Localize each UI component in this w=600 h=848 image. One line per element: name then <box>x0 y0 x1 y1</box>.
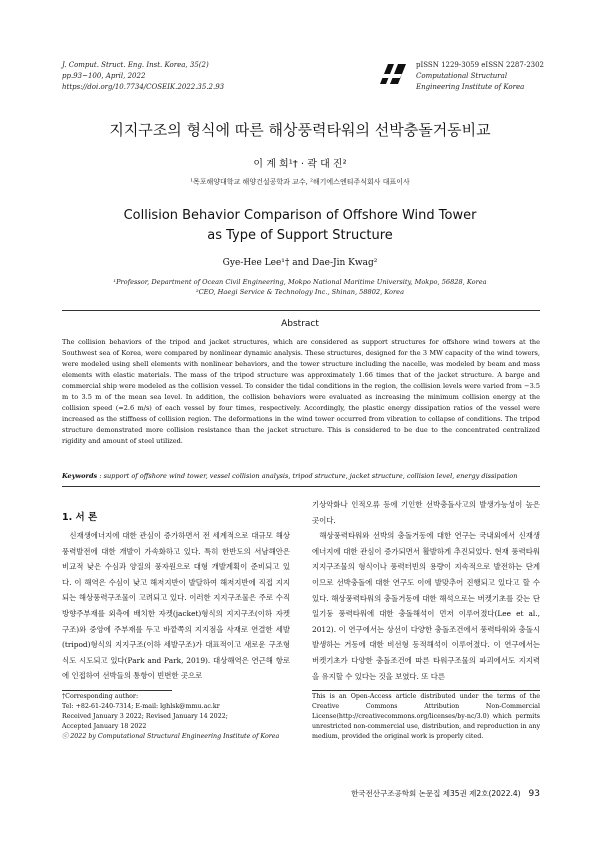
journal-name: 한국전산구조공학회 논문집 제35권 제2호(2022.4) <box>351 789 521 798</box>
citation-line: J. Comput. Struct. Eng. Inst. Korea, 35(2) <box>62 61 209 69</box>
page-footer <box>330 788 540 799</box>
right-column <box>312 497 540 684</box>
divider <box>62 310 540 311</box>
citation-line: pp.93~100, April, 2022 <box>62 72 146 80</box>
issn: pISSN 1229-3059 eISSN 2287-2302 <box>416 61 545 69</box>
footnote-line: †Corresponding author: <box>62 693 139 700</box>
divider <box>312 690 540 691</box>
authors-english: Gye-Hee Lee¹† and Dae-Jin Kwag² <box>222 258 378 268</box>
issn-block <box>416 60 544 93</box>
society-name: Engineering Institute of Korea <box>416 83 525 91</box>
title-korean: 지지구조의 형식에 따른 해상풍력타워의 선박충돌거동비교 <box>109 121 491 139</box>
society-logo-icon <box>378 62 408 86</box>
doi-link[interactable]: https://doi.org/10.7734/COSEIK.2022.35.2.93 <box>62 83 225 91</box>
abstract-heading: Abstract <box>281 319 319 329</box>
title-line: as Type of Support Structure <box>207 228 393 243</box>
body-paragraph: 신재생에너지에 대한 관심이 증가하면서 전 세계적으로 대규모 해상풍력발전에 대한 개발이 가속화하고 있다. 특히 한반도의 서남해안은 비교적 낮은 수심과 양질의 풍자원으로 대형 개발계획이 준비되고 있다. 이 해역은 수심이 낮고 해저지반이 발달하여 해저지반에 직접 지지되는 해상풍력구조물이 고려되고 있다. 이러한 지지구조물은 주로 수직방향주부재를 외측에 배치한 자켓(jacket)형식의 지지구조(이하 자켓구조)와 중앙에 주부재를 두고 바깥쪽의 지지점을 사재로 연결한 세발(tripod)형식의 지지구조(이하 세발구조)가 대표적이고 새로운 구조형식도 시도되고 있다(Park and Park, 2019). 대상해역은 연근해 항로에 인접하여 선박들의 통항이 빈번한 곳으로 <box>62 531 290 681</box>
footnote-line: Accepted January 18 2022 <box>62 723 147 730</box>
body-paragraph: 기상악화나 인적오류 등에 기인한 선박충돌사고의 발생가능성이 높은 곳이다. <box>312 500 540 525</box>
affiliations-korean: ¹목포해양대학교 해양건설공학과 교수, ²해기에스엔티주식회사 대표이사 <box>190 178 410 186</box>
affiliation-line: ²CEO, Haegi Service & Technology Inc., Shinan, 58802, Korea <box>195 288 405 296</box>
journal-citation <box>62 60 224 93</box>
copyright: ⓒ 2022 by Computational Structural Engineering Institute of Korea <box>62 733 280 740</box>
keywords-label: Keywords <box>62 472 98 480</box>
section-heading: 1. 서 론 <box>62 512 98 523</box>
body-paragraph: 해상풍력타워와 선박의 충돌거동에 대한 연구는 국내외에서 신재생에너지에 대한 관심이 증가되면서 활발하게 추진되었다. 현재 풍력타워 지지구조물의 형식이나 풍력터빈의 용량이 지속적으로 발전하는 단계이므로 선박충돌에 대한 연구도 이에 발맞추어 진행되고 있다고 할 수 있다. 해상풍력타워의 충돌거동에 대한 해석으로는 버켓기초를 갖는 단일기둥 풍력타워에 대한 충돌해석이 먼저 이루어졌다(Lee et al., 2012). 이 연구에서는 상선이 다양한 충돌조건에서 풍력타워와 충돌시 발생하는 거동에 대한 비선형 동적해석이 이루어졌다. 이 연구에서는 버켓기초가 다양한 충돌조건에 따른 타워구조물의 파괴에서도 지지력을 유지할 수 있다는 것을 보였다. 또 다른 <box>312 531 540 681</box>
keywords-text: : support of offshore wind tower, vessel collision analysis, tripod structure, jacket structure, collision level, energy dissipation <box>97 472 518 480</box>
divider <box>62 690 172 691</box>
affiliations-english <box>0 277 600 297</box>
page-number: 93 <box>528 789 540 799</box>
affiliation-line: ¹Professor, Department of Ocean Civil Engineering, Mokpo National Maritime University, Mokpo, 56828, Korea <box>113 278 487 286</box>
left-column <box>62 528 290 684</box>
title-english <box>0 206 600 246</box>
divider <box>62 486 540 487</box>
footnote-line: Tel: +82-61-240-7314; E-mail: lghlsk@mmu.ac.kr <box>62 703 220 710</box>
abstract-text: The collision behaviors of the tripod and jacket structures, which are considered as support structures for offshore wind towers at the Southwest sea of Korea, were compared by nonlinear dynamic analysis. These structures, designed for the 3 MW capacity of the wind towers, were modeled using shell elements with nonlinear behaviors, and the tower structure including the nacelle, was modeled by beam and mass elements with elastic materials. The mass of the tripod structure was approximately 1.66 times that of the jacket structure. A barge and commercial ship were modeled as the collision vessel. To consider the tidal conditions in the region, the collision levels were varied from −3.5 m to 3.5 m of the mean sea level. In addition, the collision behaviors were evaluated as increasing the minimum collision energy at the collision speed (=2.6 m/s) of each vessel by four times, respectively. Accordingly, the plastic energy dissipation ratios of the vessel were increased as the stiffness of collision region. The deformations in the wind tower occurred from vibration to collapse of conditions. The tripod structure demonstrated more collision resistance than the jacket structure. This is considered to be due to the concentrated centralized rigidity and amount of steel utilized. <box>62 338 540 445</box>
author-footnote <box>62 692 290 742</box>
society-name: Computational Structural <box>416 72 508 80</box>
keywords <box>62 472 540 480</box>
license-notice: This is an Open-Access article distributed under the terms of the Creative Commons Attribution Non-Commercial License(http://creativecommons.org/licenses/by-nc/3.0) which permits unrestricted non-commercial use, distribution, and reproduction in any medium, provided the original work is properly cited. <box>312 693 540 740</box>
title-line: Collision Behavior Comparison of Offshore Wind Tower <box>123 208 477 223</box>
authors-korean: 이 계 희¹† · 곽 대 진² <box>253 159 347 170</box>
footnote-line: Received January 3 2022; Revised January 14 2022; <box>62 713 228 720</box>
